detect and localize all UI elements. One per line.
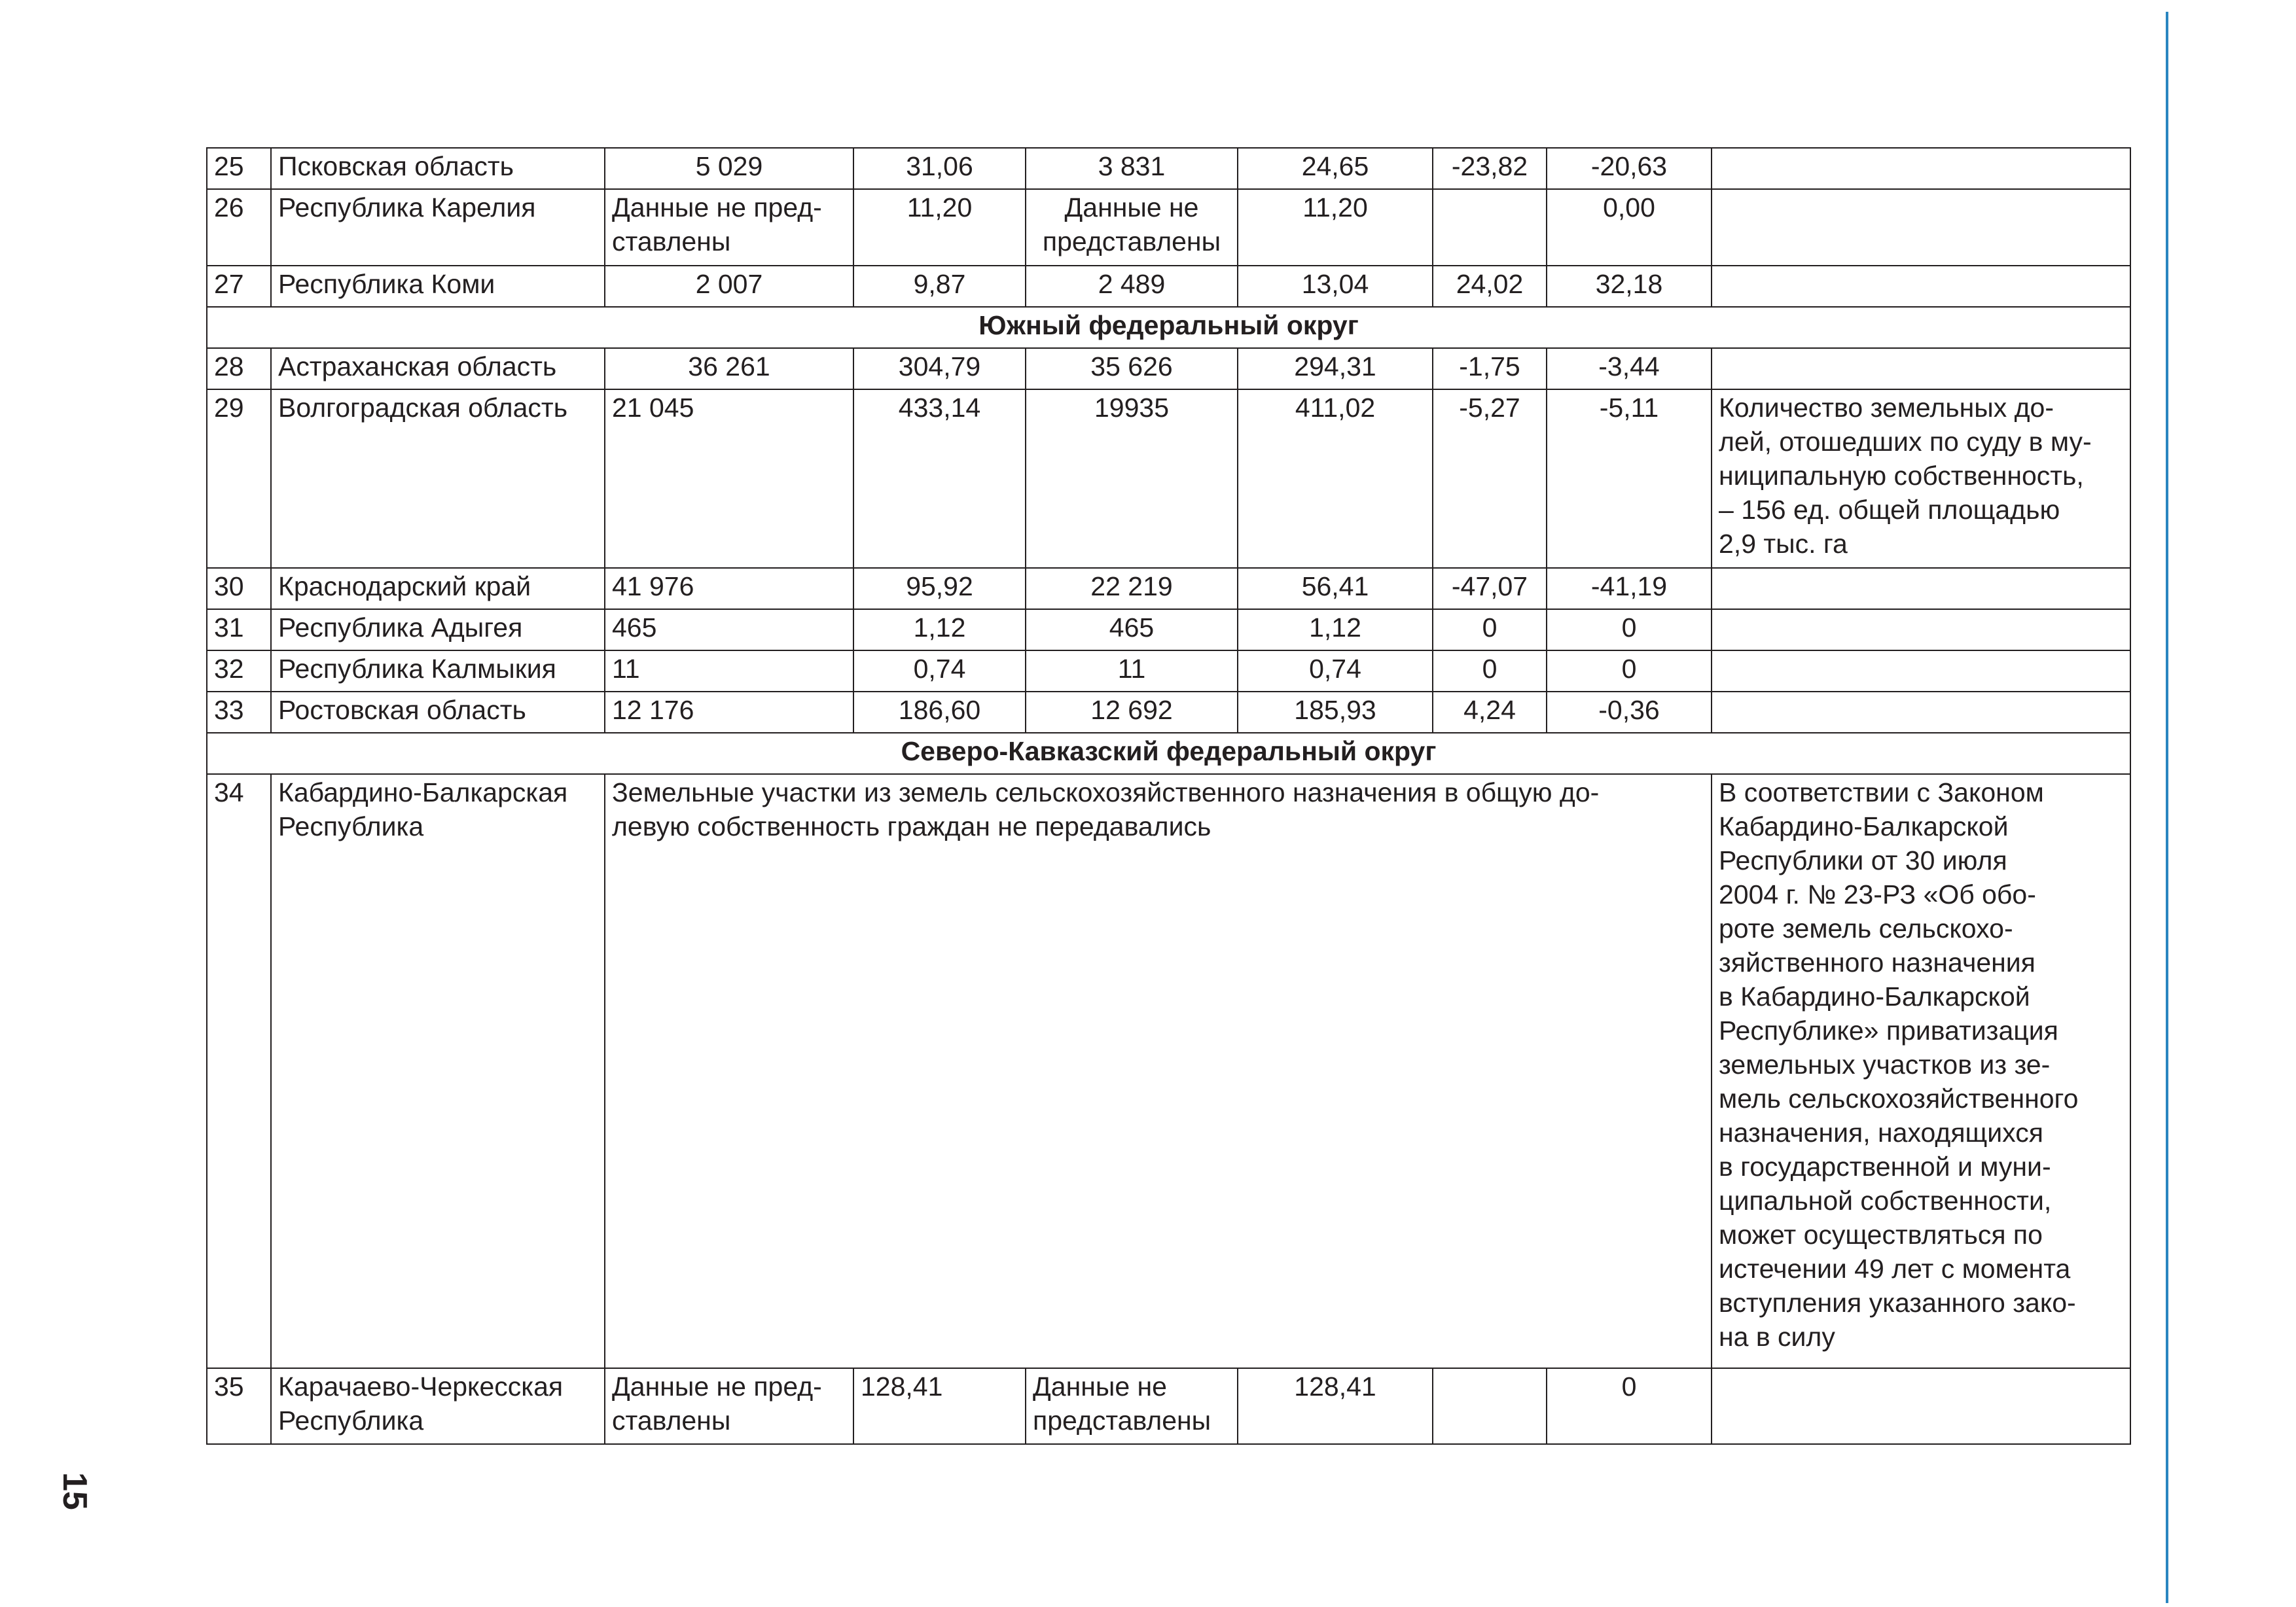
note-cell [1712,609,2130,650]
page-edge-line [2166,12,2168,1603]
section-row [207,733,2130,774]
value-cell: 12 176 [605,692,853,733]
value-cell: 411,02 [1238,389,1433,568]
value-cell: Данные не пред- ставлены [605,1368,853,1444]
regions-table [206,147,2131,1445]
row-number: 30 [207,568,271,609]
note-cell [1712,650,2130,692]
region-name: Псковская область [271,148,605,189]
value-cell: 56,41 [1238,568,1433,609]
value-cell: 0,00 [1547,189,1712,266]
row-number: 34 [207,774,271,1368]
row-number: 27 [207,266,271,307]
region-name: Волгоградская область [271,389,605,568]
value-cell: 0 [1433,650,1547,692]
value-cell: 304,79 [853,348,1026,389]
value-cell: Данные не представлены [1026,1368,1238,1444]
value-cell: 95,92 [853,568,1026,609]
value-cell: 32,18 [1547,266,1712,307]
row-number: 33 [207,692,271,733]
value-cell: 1,12 [853,609,1026,650]
section-title-north-caucasus: Северо-Кавказский федеральный округ [207,733,2130,774]
region-name: Республика Коми [271,266,605,307]
value-cell: Данные не пред- ставлены [605,189,853,266]
row-number: 26 [207,189,271,266]
note-cell: Количество земельных до- лей, отошедших по суду в му- ниципальную собственность, – 156 ед. общей площадью 2,9 тыс. га [1712,389,2130,568]
value-cell: -0,36 [1547,692,1712,733]
region-name: Краснодарский край [271,568,605,609]
value-cell: 24,02 [1433,266,1547,307]
value-cell: 128,41 [853,1368,1026,1444]
value-cell: 2 007 [605,266,853,307]
note-cell [1712,266,2130,307]
region-name: Ростовская область [271,692,605,733]
note-cell [1712,1368,2130,1444]
value-cell: 2 489 [1026,266,1238,307]
value-cell: 36 261 [605,348,853,389]
table-row [207,568,2130,609]
value-cell: 0 [1547,609,1712,650]
section-title-south: Южный федеральный округ [207,307,2130,348]
value-cell: 12 692 [1026,692,1238,733]
value-cell: 21 045 [605,389,853,568]
value-cell: 13,04 [1238,266,1433,307]
note-cell [1712,568,2130,609]
value-cell: 185,93 [1238,692,1433,733]
value-cell: 11,20 [853,189,1026,266]
value-cell: -5,11 [1547,389,1712,568]
value-cell: 465 [1026,609,1238,650]
value-cell: -47,07 [1433,568,1547,609]
value-cell: 1,12 [1238,609,1433,650]
row-number: 25 [207,148,271,189]
table-row [207,348,2130,389]
note-cell: В соответствии с Законом Кабардино-Балкарской Республики от 30 июля 2004 г. № 23-РЗ «Об обо- роте земель сельскохо- зяйственного назначения в Кабардино-Балкарской Республике» приватизация земельных участков из зе- мель сельскохозяйственного назначения, находящихся в государственной и муни- ципальной собственности, может осуществляться по истечении 49 лет с момента вступления указанного зако- на в силу [1712,774,2130,1368]
table-row [207,609,2130,650]
value-cell: -23,82 [1433,148,1547,189]
row-number: 28 [207,348,271,389]
region-name: Республика Калмыкия [271,650,605,692]
row-number: 35 [207,1368,271,1444]
note-cell [1712,348,2130,389]
value-cell: 41 976 [605,568,853,609]
row-number: 32 [207,650,271,692]
region-name: Кабардино-Балкарская Республика [271,774,605,1368]
region-name: Республика Адыгея [271,609,605,650]
value-cell: 11 [605,650,853,692]
value-cell: 433,14 [853,389,1026,568]
region-name: Республика Карелия [271,189,605,266]
row-number: 29 [207,389,271,568]
value-cell: 35 626 [1026,348,1238,389]
region-name: Карачаево-Черкесская Республика [271,1368,605,1444]
note-cell [1712,189,2130,266]
table-row [207,189,2130,266]
value-cell: 11,20 [1238,189,1433,266]
value-cell: 5 029 [605,148,853,189]
value-cell: -41,19 [1547,568,1712,609]
section-row [207,307,2130,348]
value-cell: 22 219 [1026,568,1238,609]
value-cell: 19935 [1026,389,1238,568]
value-cell: 4,24 [1433,692,1547,733]
table-row [207,774,2130,1368]
value-cell: 0 [1547,1368,1712,1444]
table-row [207,692,2130,733]
value-cell: 128,41 [1238,1368,1433,1444]
row-number: 31 [207,609,271,650]
value-cell: 0 [1547,650,1712,692]
table-row [207,148,2130,189]
value-cell: 3 831 [1026,148,1238,189]
value-cell: 294,31 [1238,348,1433,389]
value-cell: 0,74 [853,650,1026,692]
value-cell: 0,74 [1238,650,1433,692]
value-cell: 31,06 [853,148,1026,189]
value-cell: 0 [1433,609,1547,650]
table-row [207,1368,2130,1444]
merged-statement-cell: Земельные участки из земель сельскохозяйственного назначения в общую до- левую собственность граждан не передавались [605,774,1712,1368]
value-cell: Данные не представлены [1026,189,1238,266]
table-row [207,650,2130,692]
value-cell: -5,27 [1433,389,1547,568]
value-cell: 24,65 [1238,148,1433,189]
value-cell: -20,63 [1547,148,1712,189]
value-cell: 11 [1026,650,1238,692]
value-cell [1433,189,1547,266]
region-name: Астраханская область [271,348,605,389]
page-number: 15 [56,1472,94,1510]
value-cell: 186,60 [853,692,1026,733]
value-cell [1433,1368,1547,1444]
table-row [207,389,2130,568]
value-cell: -1,75 [1433,348,1547,389]
note-cell [1712,148,2130,189]
value-cell: 465 [605,609,853,650]
note-cell [1712,692,2130,733]
value-cell: 9,87 [853,266,1026,307]
table-row [207,266,2130,307]
value-cell: -3,44 [1547,348,1712,389]
